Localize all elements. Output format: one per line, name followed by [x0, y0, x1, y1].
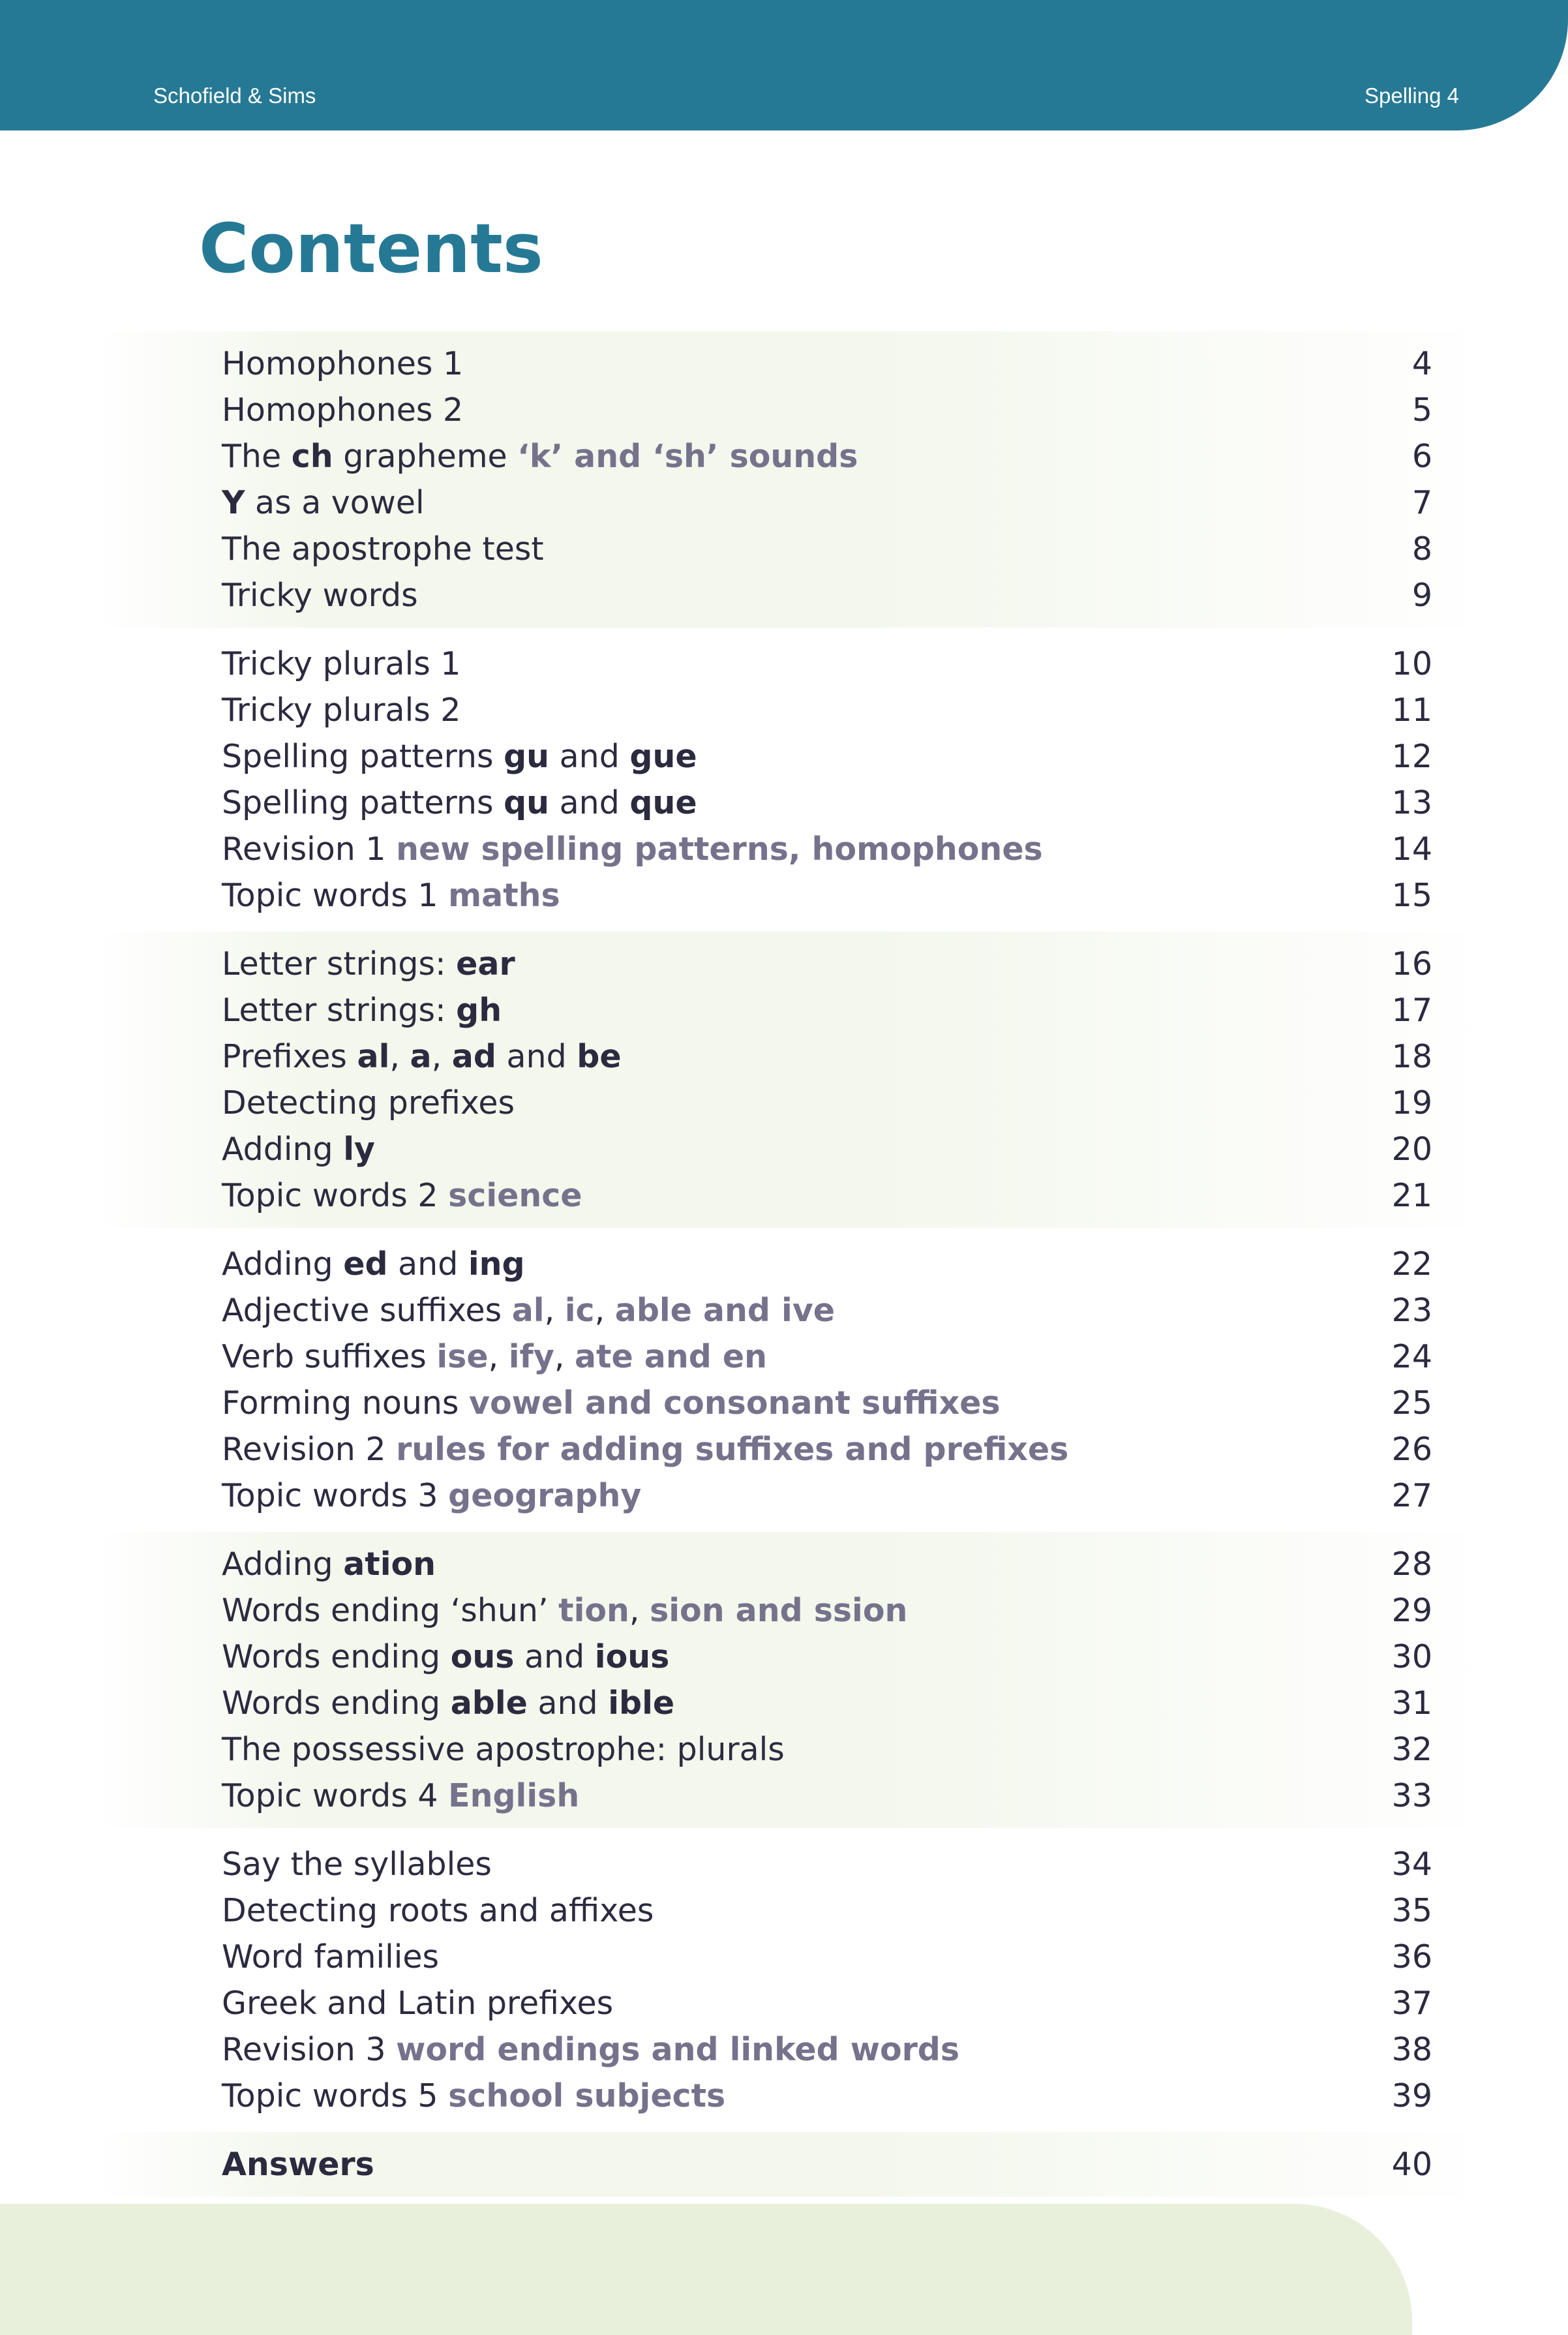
- page-number: 18: [1391, 1038, 1432, 1075]
- entry-title-part: maths: [448, 877, 560, 914]
- contents-row: [98, 1887, 1498, 1934]
- contents-row: [98, 526, 1498, 572]
- entry-title: [98, 1477, 1361, 1514]
- entry-title-part: able: [450, 1685, 528, 1722]
- entry-title-part: Words ending ‘shun’: [222, 1592, 559, 1629]
- contents-section: [98, 1232, 1498, 1528]
- contents-row: [98, 1033, 1498, 1080]
- entry-title-part: ed: [343, 1245, 388, 1283]
- contents-section: [98, 2132, 1498, 2197]
- entry-title: [98, 1685, 1361, 1722]
- contents-row: [98, 1172, 1498, 1219]
- entry-title-part: gu: [504, 738, 550, 775]
- entry-title-part: The possessive apostrophe: plurals: [222, 1731, 785, 1768]
- contents-row: [98, 941, 1498, 987]
- entry-title-part: Say the syllables: [222, 1846, 492, 1883]
- header-bar: [0, 0, 1568, 130]
- entry-title-part: grapheme: [333, 438, 518, 475]
- entry-title-part: qu: [504, 784, 550, 821]
- contents-row: [98, 1334, 1498, 1380]
- entry-title-part: The apostrophe test: [222, 530, 544, 568]
- contents-row: [98, 2073, 1498, 2119]
- entry-title-part: and: [496, 1038, 577, 1075]
- entry-title: [98, 1131, 1361, 1168]
- entry-title-part: The: [222, 438, 292, 475]
- contents-section: [98, 1832, 1498, 2128]
- entry-title: [98, 1546, 1361, 1583]
- entry-title-part: ise: [436, 1338, 489, 1375]
- entry-title: [98, 1892, 1361, 1929]
- entry-title: [98, 1084, 1361, 1122]
- entry-title: [98, 2031, 1361, 2068]
- entry-title: [98, 1592, 1361, 1629]
- entry-title-part: al: [357, 1038, 390, 1075]
- entry-title-part: Detecting roots and affixes: [222, 1892, 654, 1929]
- entry-title: [98, 1338, 1361, 1375]
- entry-title-part: Prefixes: [222, 1038, 357, 1075]
- page-number: 25: [1391, 1384, 1432, 1422]
- contents-row: [98, 1934, 1498, 1980]
- contents-section: [98, 632, 1498, 928]
- entry-title-part: ate and en: [574, 1338, 767, 1375]
- entry-title: [98, 1384, 1361, 1422]
- entry-title-part: ,: [554, 1338, 575, 1375]
- entry-title-part: Revision 2: [222, 1431, 397, 1468]
- contents-row: [98, 1541, 1498, 1587]
- entry-title-part: Tricky plurals 1: [222, 645, 461, 682]
- entry-title-part: able and ive: [614, 1292, 836, 1329]
- contents-row: [98, 780, 1498, 826]
- entry-title-part: al: [511, 1292, 545, 1329]
- page-number: 8: [1411, 530, 1432, 568]
- contents-row: [98, 733, 1498, 780]
- entry-title: [98, 484, 1361, 521]
- entry-title-part: ,: [431, 1038, 452, 1075]
- entry-title-part: Tricky plurals 2: [222, 692, 461, 729]
- entry-title: [98, 1638, 1361, 1675]
- entry-title-part: Forming nouns: [222, 1384, 470, 1422]
- contents-row: [98, 1773, 1498, 1819]
- entry-title-part: gue: [629, 738, 697, 775]
- page-number: 13: [1391, 784, 1432, 821]
- contents-row: [98, 826, 1498, 872]
- page-number: 27: [1391, 1477, 1432, 1514]
- contents-row: [98, 341, 1498, 387]
- entry-title: [98, 831, 1361, 868]
- contents-row: [98, 1241, 1498, 1287]
- entry-title-part: que: [629, 784, 697, 821]
- entry-title-part: ear: [456, 945, 515, 983]
- page-title: Contents: [199, 209, 543, 288]
- entry-title-part: ,: [594, 1292, 615, 1329]
- contents-row: [98, 433, 1498, 480]
- page-number: 34: [1391, 1846, 1432, 1883]
- entry-title-part: Adding: [222, 1245, 344, 1283]
- entry-title-part: Greek and Latin prefixes: [222, 1985, 614, 2022]
- entry-title-part: and: [527, 1685, 609, 1722]
- contents-row: [98, 2141, 1498, 2188]
- contents-section: [98, 932, 1498, 1228]
- footer-band: [0, 2204, 1412, 2335]
- page-number: 21: [1391, 1177, 1432, 1214]
- contents-row: [98, 1634, 1498, 1680]
- entry-title-part: ify: [508, 1338, 554, 1375]
- contents-row: [98, 1587, 1498, 1634]
- page-number: 17: [1391, 992, 1432, 1029]
- contents-row: [98, 1841, 1498, 1887]
- entry-title: [98, 2146, 1361, 2183]
- contents-row: [98, 1680, 1498, 1726]
- page-number: 24: [1391, 1338, 1432, 1375]
- entry-title-part: Adding: [222, 1131, 344, 1168]
- entry-title-part: new spelling patterns, homophones: [396, 831, 1043, 868]
- entry-title: [98, 738, 1361, 775]
- contents-section: [98, 1532, 1498, 1828]
- entry-title-part: Topic words 5: [222, 2077, 449, 2114]
- entry-title-part: Spelling patterns: [222, 784, 504, 821]
- entry-title: [98, 784, 1361, 821]
- page-number: 38: [1391, 2031, 1432, 2068]
- page-number: 19: [1391, 1084, 1432, 1122]
- page-number: 33: [1391, 1777, 1432, 1814]
- entry-title-part: and: [514, 1638, 595, 1675]
- contents-row: [98, 872, 1498, 919]
- entry-title-part: Revision 3: [222, 2031, 397, 2068]
- entry-title-part: sion and ssion: [650, 1592, 908, 1629]
- entry-title: [98, 877, 1361, 914]
- page-number: 9: [1411, 577, 1432, 614]
- page-number: 20: [1391, 1131, 1432, 1168]
- page-number: 16: [1391, 945, 1432, 983]
- entry-title-part: Words ending: [222, 1685, 451, 1722]
- entry-title-part: and: [387, 1245, 468, 1283]
- page-number: 31: [1391, 1685, 1432, 1722]
- entry-title-part: Verb suffixes: [222, 1338, 437, 1375]
- entry-title: [98, 1245, 1361, 1283]
- page-number: 10: [1391, 645, 1432, 682]
- entry-title: [98, 1038, 1361, 1075]
- entry-title-part: Topic words 3: [222, 1477, 449, 1514]
- entry-title-part: ,: [544, 1292, 565, 1329]
- page-number: 23: [1391, 1292, 1432, 1329]
- entry-title-part: Y: [222, 484, 245, 521]
- contents-section: [98, 331, 1498, 628]
- entry-title-part: Adjective suffixes: [222, 1292, 512, 1329]
- entry-title-part: Topic words 2: [222, 1177, 449, 1214]
- entry-title-part: Revision 1: [222, 831, 397, 868]
- entry-title: [98, 1985, 1361, 2022]
- entry-title-part: gh: [456, 992, 502, 1029]
- contents-row: [98, 480, 1498, 526]
- entry-title-part: ,: [629, 1592, 650, 1629]
- contents-row: [98, 1380, 1498, 1426]
- entry-title: [98, 945, 1361, 983]
- entry-title: [98, 530, 1361, 568]
- entry-title-part: Answers: [222, 2146, 374, 2183]
- entry-title-part: ation: [343, 1546, 436, 1583]
- entry-title-part: Homophones 2: [222, 391, 464, 429]
- entry-title-part: ‘k’ and ‘sh’ sounds: [517, 438, 858, 475]
- page-number: 12: [1391, 738, 1432, 775]
- contents-row: [98, 1126, 1498, 1172]
- entry-title-part: and: [549, 784, 630, 821]
- entry-title-part: ible: [608, 1685, 675, 1722]
- contents-row: [98, 1426, 1498, 1473]
- entry-title-part: ad: [451, 1038, 496, 1075]
- entry-title: [98, 1846, 1361, 1883]
- contents-row: [98, 987, 1498, 1033]
- entry-title-part: ch: [291, 438, 333, 475]
- page-number: 6: [1411, 438, 1432, 475]
- entry-title-part: ous: [450, 1638, 515, 1675]
- entry-title: [98, 992, 1361, 1029]
- entry-title-part: Topic words 4: [222, 1777, 449, 1814]
- entry-title: [98, 1177, 1361, 1214]
- entry-title-part: ious: [594, 1638, 670, 1675]
- entry-title-part: school subjects: [448, 2077, 726, 2114]
- page-number: 4: [1411, 345, 1432, 382]
- entry-title: [98, 645, 1361, 682]
- entry-title-part: word endings and linked words: [396, 2031, 960, 2068]
- contents-row: [98, 1473, 1498, 1519]
- contents-row: [98, 1726, 1498, 1773]
- page-number: 35: [1391, 1892, 1432, 1929]
- entry-title-part: be: [577, 1038, 622, 1075]
- entry-title: [98, 577, 1361, 614]
- contents-row: [98, 572, 1498, 618]
- entry-title: [98, 1292, 1361, 1329]
- entry-title-part: Detecting prefixes: [222, 1084, 515, 1122]
- entry-title-part: Adding: [222, 1546, 344, 1583]
- entry-title: [98, 692, 1361, 729]
- contents-row: [98, 687, 1498, 733]
- entry-title: [98, 1938, 1361, 1976]
- contents-list: [98, 331, 1498, 2197]
- entry-title-part: ic: [564, 1292, 595, 1329]
- entry-title-part: ing: [468, 1245, 525, 1283]
- entry-title-part: ,: [389, 1038, 410, 1075]
- entry-title-part: Words ending: [222, 1638, 451, 1675]
- page-number: 39: [1391, 2077, 1432, 2114]
- entry-title-part: Homophones 1: [222, 345, 464, 382]
- page-number: 36: [1391, 1938, 1432, 1976]
- entry-title-part: Spelling patterns: [222, 738, 504, 775]
- page-number: 11: [1391, 692, 1432, 729]
- contents-row: [98, 2026, 1498, 2073]
- page-number: 28: [1391, 1546, 1432, 1583]
- page-number: 29: [1391, 1592, 1432, 1629]
- entry-title: [98, 1731, 1361, 1768]
- entry-title-part: and: [549, 738, 630, 775]
- page-number: 7: [1411, 484, 1432, 521]
- entry-title-part: rules for adding suffixes and prefixes: [396, 1431, 1069, 1468]
- entry-title-part: vowel and consonant suffixes: [469, 1384, 1001, 1422]
- entry-title: [98, 345, 1361, 382]
- entry-title-part: English: [448, 1777, 580, 1814]
- page-number: 14: [1391, 831, 1432, 868]
- entry-title-part: Word families: [222, 1938, 440, 1976]
- contents-row: [98, 1980, 1498, 2026]
- entry-title: [98, 1431, 1361, 1468]
- entry-title-part: Letter strings:: [222, 992, 457, 1029]
- contents-row: [98, 387, 1498, 433]
- contents-row: [98, 1080, 1498, 1126]
- page-number: 30: [1391, 1638, 1432, 1675]
- entry-title-part: Letter strings:: [222, 945, 457, 983]
- page-number: 40: [1391, 2146, 1432, 2183]
- entry-title-part: as a vowel: [245, 484, 425, 521]
- entry-title-part: ,: [488, 1338, 509, 1375]
- entry-title-part: Tricky words: [222, 577, 418, 614]
- page-number: 15: [1391, 877, 1432, 914]
- entry-title-part: ly: [343, 1131, 375, 1168]
- entry-title: [98, 438, 1361, 475]
- contents-row: [98, 641, 1498, 687]
- entry-title-part: geography: [448, 1477, 642, 1514]
- page-number: 37: [1391, 1985, 1432, 2022]
- book-title: Spelling 4: [1364, 84, 1459, 108]
- entry-title: [98, 2077, 1361, 2114]
- entry-title-part: Topic words 1: [222, 877, 449, 914]
- page-number: 26: [1391, 1431, 1432, 1468]
- entry-title-part: science: [448, 1177, 582, 1214]
- page-number: 5: [1411, 391, 1432, 429]
- entry-title: [98, 1777, 1361, 1814]
- entry-title-part: tion: [558, 1592, 629, 1629]
- page-number: 32: [1391, 1731, 1432, 1768]
- publisher-name: Schofield & Sims: [153, 84, 316, 108]
- entry-title: [98, 391, 1361, 429]
- contents-row: [98, 1287, 1498, 1334]
- page-number: 22: [1391, 1245, 1432, 1283]
- entry-title-part: a: [410, 1038, 432, 1075]
